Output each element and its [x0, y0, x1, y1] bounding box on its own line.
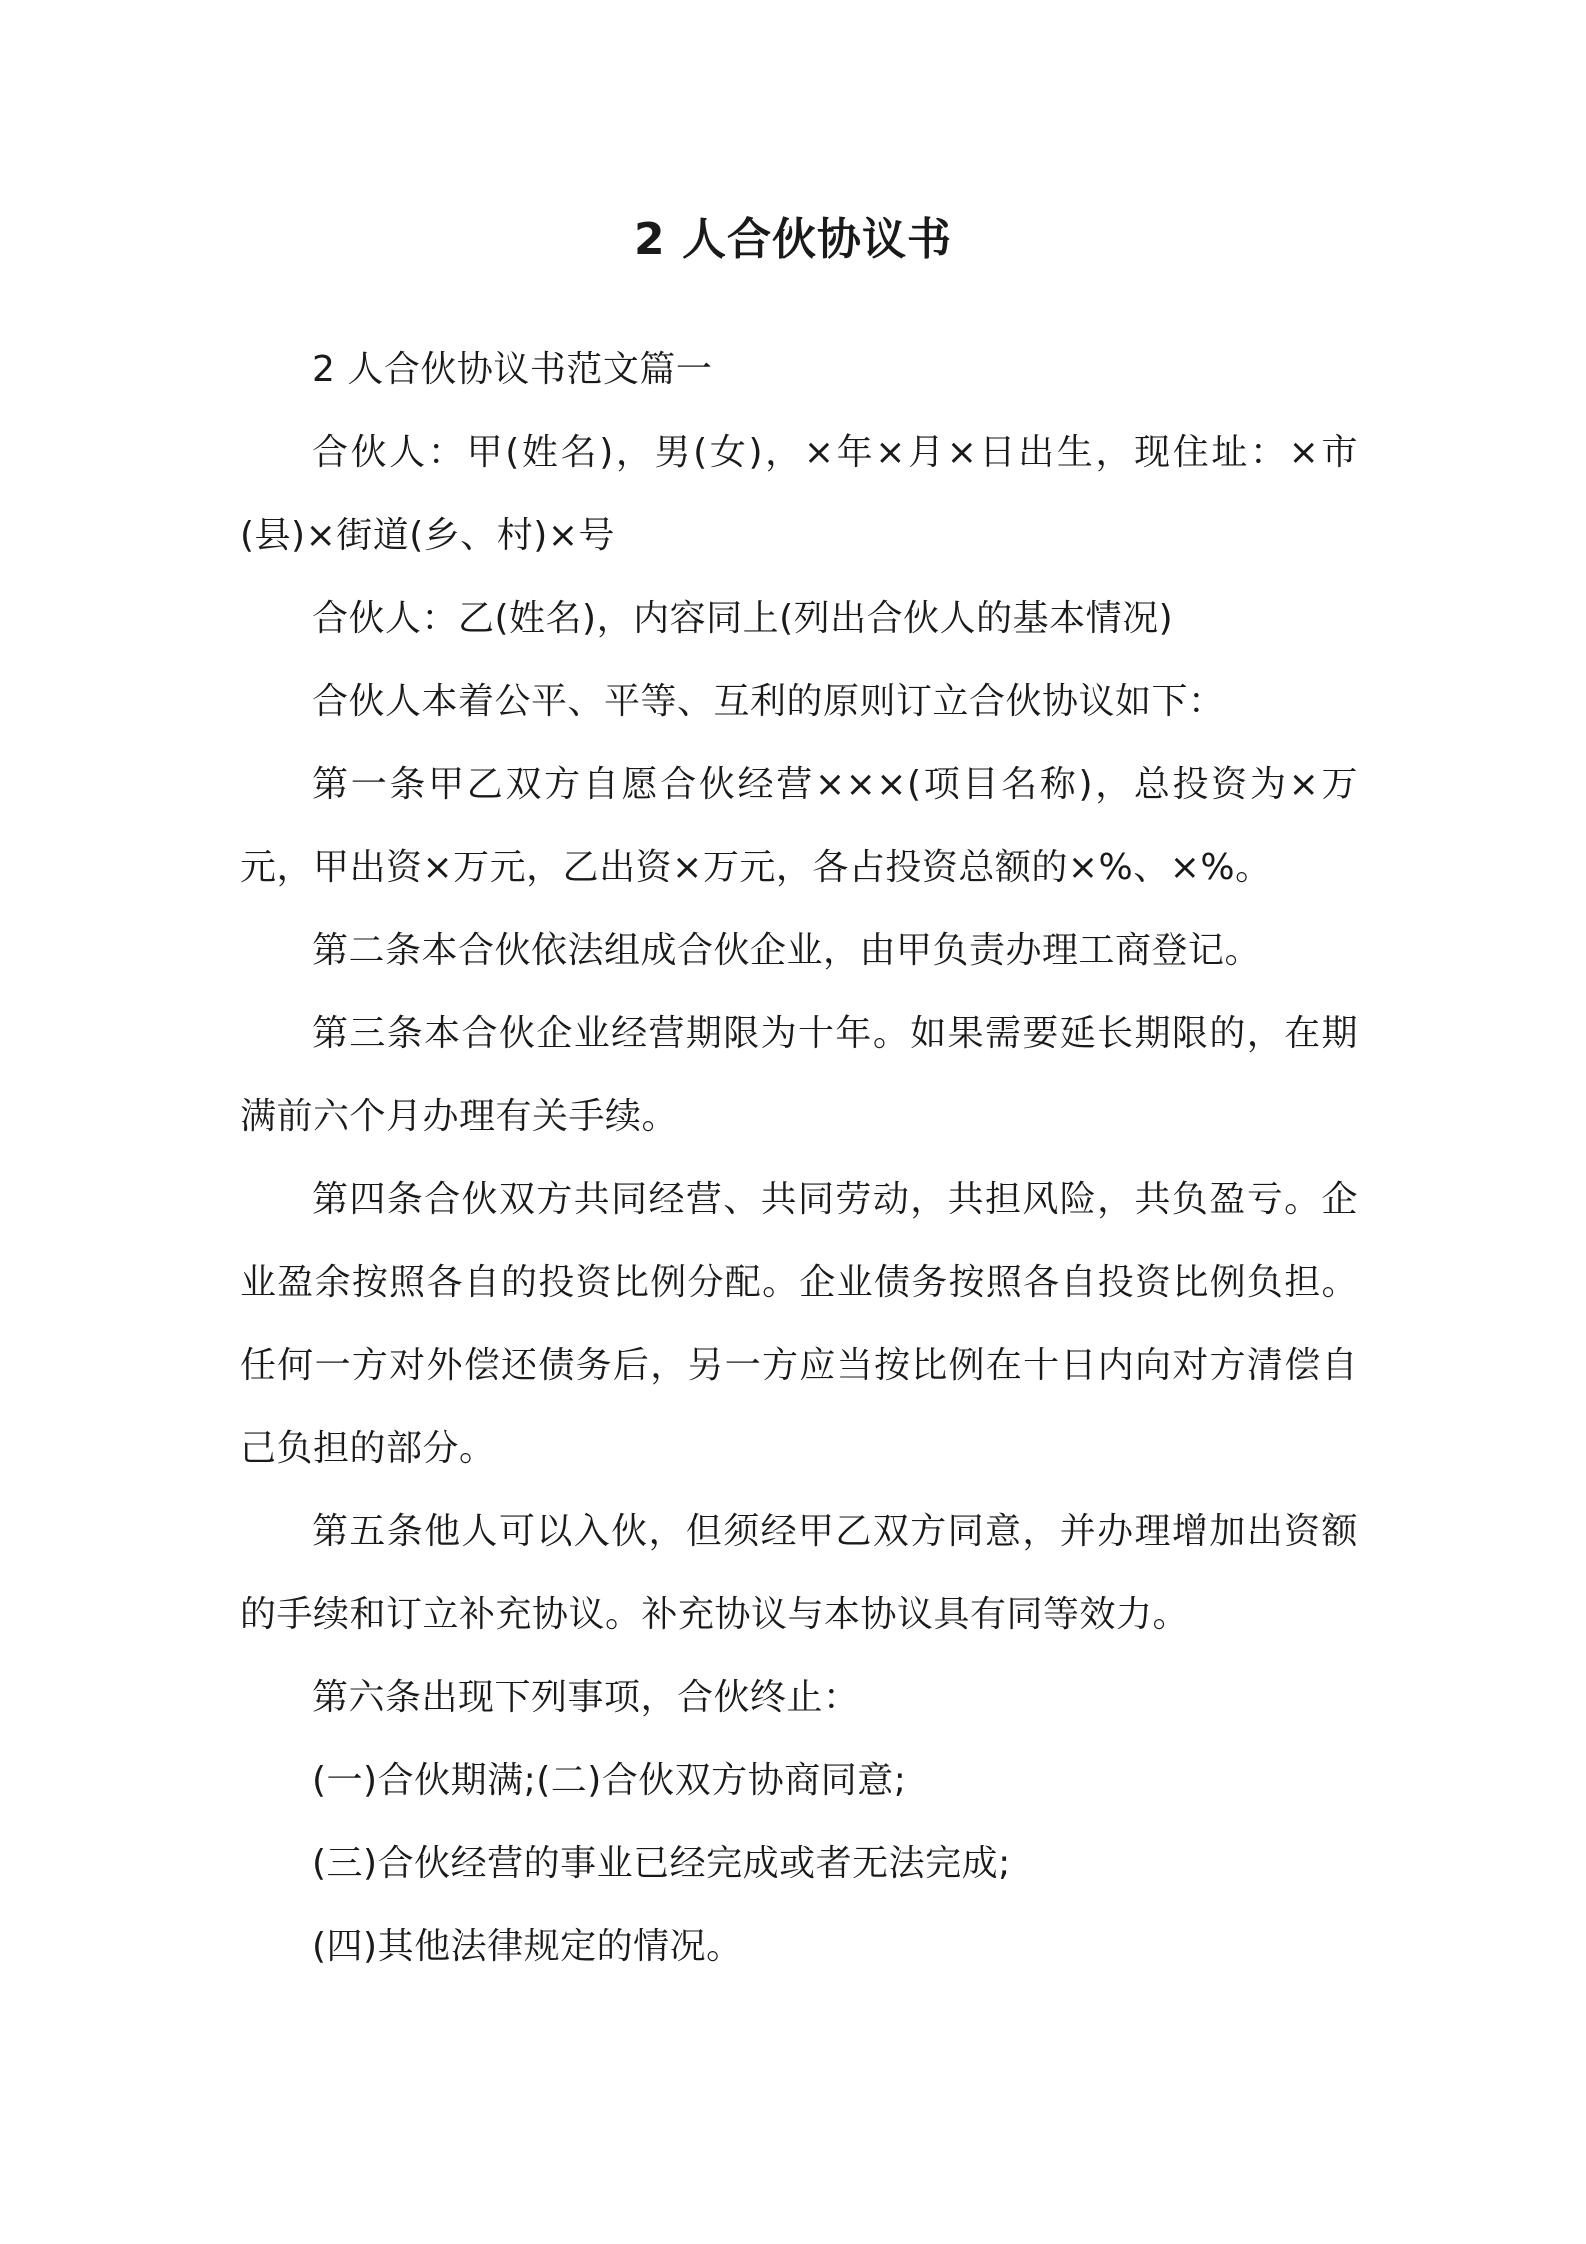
paragraph-article-1: 第一条甲乙双方自愿合伙经营×××(项目名称)，总投资为×万元，甲出资×万元，乙出资×万元，各占投资总额的×%、×%。 — [240, 764, 1358, 888]
paragraph-item-3: (三)合伙经营的事业已经完成或者无法完成; — [312, 1843, 1011, 1884]
paragraph-partner-b: 合伙人：乙(姓名)，内容同上(列出合伙人的基本情况) — [312, 598, 1174, 639]
paragraph-article-3: 第三条本合伙企业经营期限为十年。如果需要延长期限的，在期满前六个月办理有关手续。 — [240, 1013, 1358, 1137]
document-body — [240, 328, 1358, 1988]
paragraph-preamble: 合伙人本着公平、平等、互利的原则订立合伙协议如下： — [312, 681, 1225, 722]
paragraph-article-4: 第四条合伙双方共同经营、共同劳动，共担风险，共负盈亏。企业盈余按照各自的投资比例分配。企业债务按照各自投资比例负担。任何一方对外偿还债务后，另一方应当按比例在十日内向对方清偿自己负担的部分。 — [240, 1179, 1358, 1469]
document-title: 2 人合伙协议书 — [634, 214, 952, 265]
paragraph-item-1-2: (一)合伙期满;(二)合伙双方协商同意; — [312, 1760, 907, 1801]
paragraph-subtitle: 2 人合伙协议书范文篇一 — [312, 349, 713, 390]
paragraph-article-2: 第二条本合伙依法组成合伙企业，由甲负责办理工商登记。 — [312, 930, 1262, 971]
paragraph-partner-a: 合伙人：甲(姓名)，男(女)，×年×月×日出生，现住址：×市(县)×街道(乡、村)×号 — [240, 432, 1358, 556]
paragraph-article-6: 第六条出现下列事项，合伙终止： — [312, 1677, 860, 1718]
paragraph-item-4: (四)其他法律规定的情况。 — [312, 1926, 743, 1967]
paragraph-article-5: 第五条他人可以入伙，但须经甲乙双方同意，并办理增加出资额的手续和订立补充协议。补充协议与本协议具有同等效力。 — [240, 1511, 1358, 1635]
